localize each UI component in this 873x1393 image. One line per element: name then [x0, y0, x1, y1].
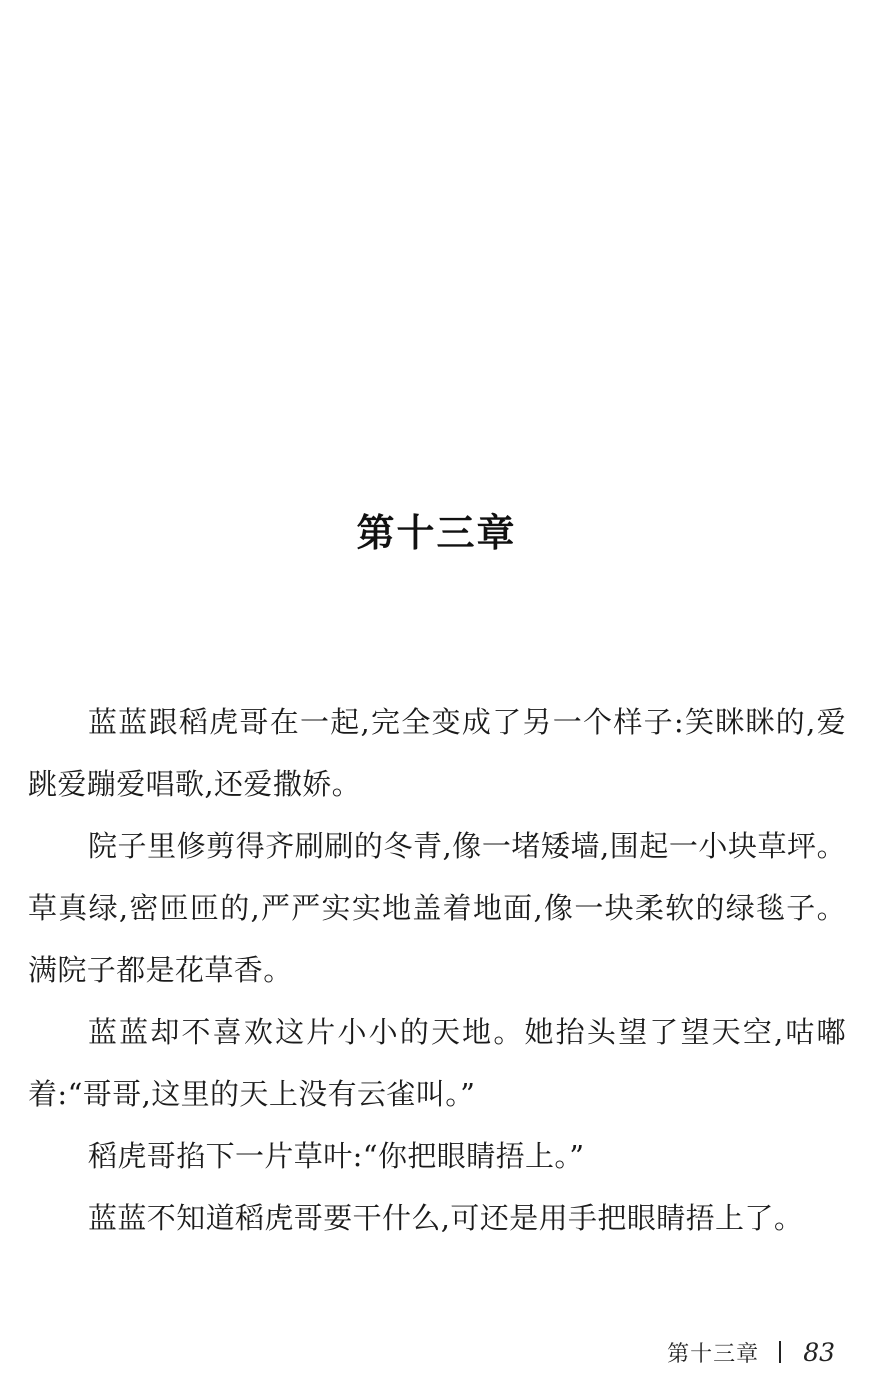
chapter-title: 第十三章 [356, 511, 517, 556]
running-head: 第十三章 [667, 1341, 760, 1367]
paragraph: 蓝蓝不知道稻虎哥要干什么,可还是用手把眼睛捂上了。 [88, 1201, 804, 1235]
footer-divider [779, 1341, 781, 1363]
page-footer [667, 1335, 835, 1369]
page-number: 83 [803, 1337, 835, 1367]
paragraph: 稻虎哥掐下一片草叶:“你把眼睛捂上。” [88, 1139, 585, 1173]
paragraph: 蓝蓝跟稻虎哥在一起,完全变成了另一个样子:笑眯眯的,爱跳爱蹦爱唱歌,还爱撒娇。 [28, 705, 846, 801]
paragraph: 蓝蓝却不喜欢这片小小的天地。她抬头望了望天空,咕嘟着:“哥哥,这里的天上没有云雀叫。” [28, 1015, 846, 1111]
paragraph: 院子里修剪得齐刷刷的冬青,像一堵矮墙,围起一小块草坪。草真绿,密匝匝的,严严实实地盖着地面,像一块柔软的绿毯子。满院子都是花草香。 [28, 829, 846, 987]
body-text [28, 691, 846, 1249]
